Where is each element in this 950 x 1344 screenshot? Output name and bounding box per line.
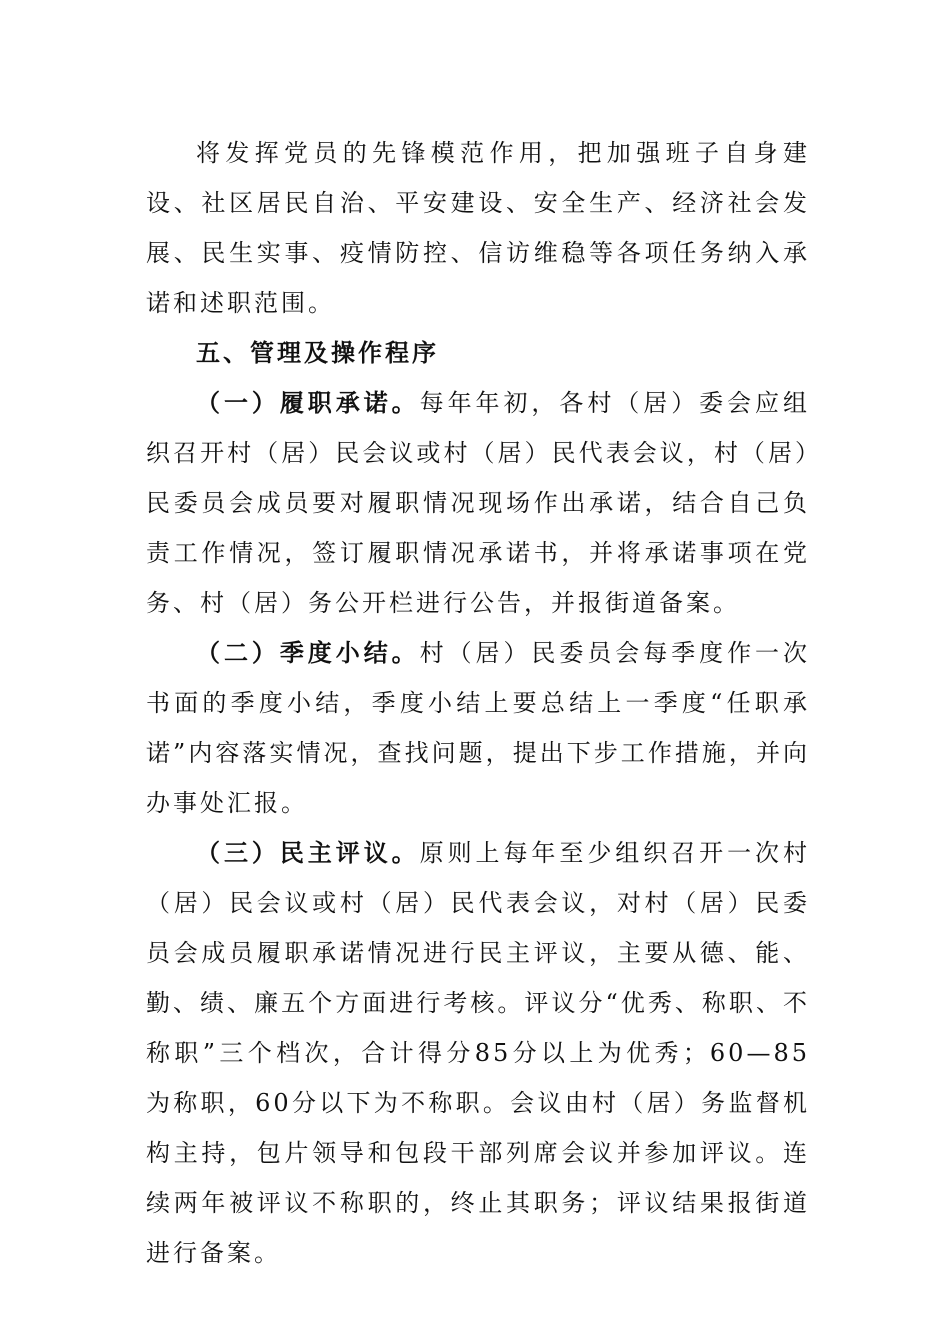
intro-paragraph-text: 将发挥党员的先锋模范作用，把加强班子自身建设、社区居民自治、平安建设、安全生产、经济社会发展、民生实事、疫情防控、信访维稳等各项任务纳入承诺和述职范围。 bbox=[146, 139, 810, 317]
intro-paragraph bbox=[146, 128, 810, 328]
item-3-lead: （三）民主评议。 bbox=[196, 839, 420, 867]
document-body bbox=[146, 128, 810, 1278]
item-3-text: 原则上每年至少组织召开一次村（居）民会议或村（居）民代表会议，对村（居）民委员会成员履职承诺情况进行民主评议，主要从德、能、勤、绩、廉五个方面进行考核。评议分“优秀、称职、不称职”三个档次，合计得分85分以上为优秀；60—85为称职，60分以下为不称职。会议由村（居）务监督机构主持，包片领导和包段干部列席会议并参加评议。连续两年被评议不称职的，终止其职务；评议结果报街道进行备案。 bbox=[146, 839, 811, 1267]
item-2-paragraph bbox=[146, 628, 810, 828]
section-heading: 五、管理及操作程序 bbox=[196, 339, 439, 367]
item-1-text: 每年年初，各村（居）委会应组织召开村（居）民会议或村（居）民代表会议，村（居）民委员会成员要对履职情况现场作出承诺，结合自己负责工作情况，签订履职情况承诺书，并将承诺事项在党务、村（居）务公开栏进行公告，并报街道备案。 bbox=[146, 389, 811, 617]
item-2-text: 村（居）民委员会每季度作一次书面的季度小结，季度小结上要总结上一季度“任职承诺”内容落实情况，查找问题，提出下步工作措施，并向办事处汇报。 bbox=[146, 639, 811, 817]
item-1-paragraph bbox=[146, 378, 810, 628]
item-1-lead: （一）履职承诺。 bbox=[196, 389, 420, 417]
item-2-lead: （二）季度小结。 bbox=[196, 639, 420, 667]
item-3-paragraph bbox=[146, 828, 810, 1278]
